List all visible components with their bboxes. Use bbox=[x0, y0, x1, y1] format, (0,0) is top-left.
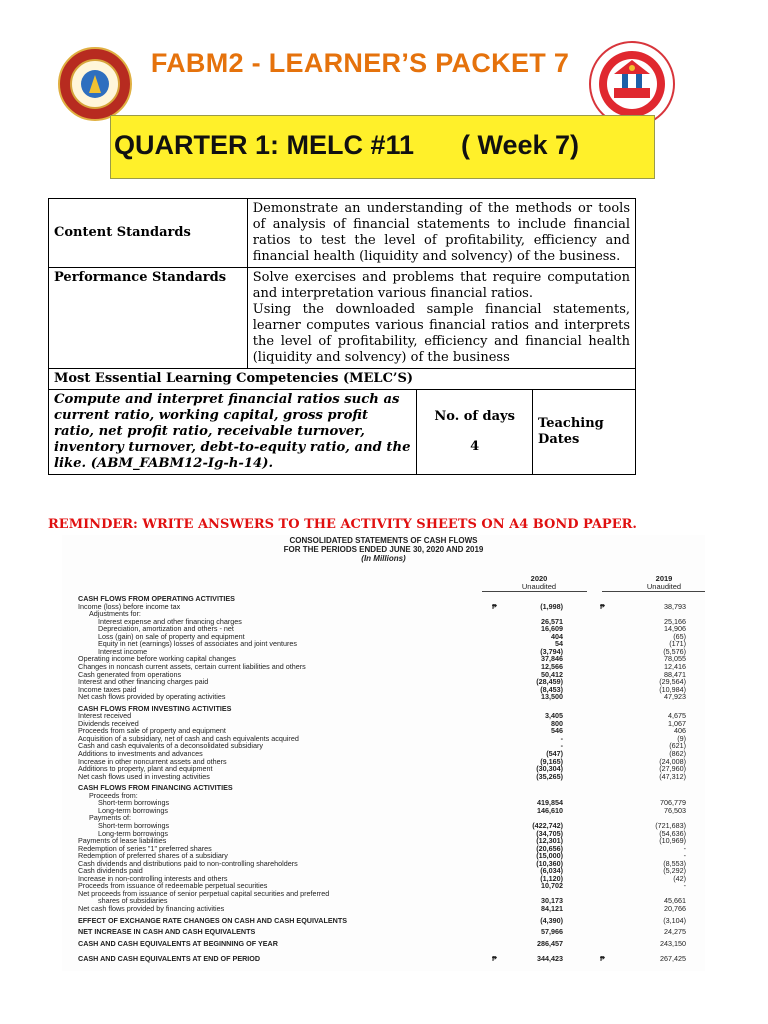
cf-value-2019: 78,055 bbox=[664, 654, 686, 664]
cf-col-2020-sub: Unaudited bbox=[521, 582, 557, 591]
cf-row bbox=[62, 916, 705, 926]
cf-row-label: Acquisition of a subsidiary, net of cash and cash equivalents acquired bbox=[78, 733, 299, 743]
cf-row-label: Cash and cash equivalents of a deconsolidated subsidiary bbox=[78, 741, 263, 751]
cf-row-label: CASH FLOWS FROM OPERATING ACTIVITIES bbox=[78, 594, 235, 603]
cf-row-label: Short-term borrowings bbox=[98, 798, 170, 808]
cf-row-label: Interest received bbox=[78, 711, 132, 721]
cf-row bbox=[62, 954, 705, 964]
melc-label-row bbox=[49, 369, 636, 390]
cf-value-2020: (9,165) bbox=[540, 756, 563, 766]
cf-row-label: EFFECT OF EXCHANGE RATE CHANGES ON CASH AND CASH EQUIVALENTS bbox=[78, 915, 348, 925]
cf-row-label: Changes in noncash current assets, certain current liabilities and others bbox=[78, 661, 306, 671]
cf-row-label: Proceeds from: bbox=[89, 790, 138, 800]
performance-standards-text-2: Using the downloaded sample financial statements, learner computes various financial ratios and interprets the level of profitability, efficiency and financial health (liquidity and solvency) of the business bbox=[252, 302, 630, 365]
cf-value-2019: (5,576) bbox=[663, 646, 686, 656]
cf-row-label: Equity in net (earnings) losses of associates and joint ventures bbox=[98, 639, 297, 649]
cf-row-label: NET INCREASE IN CASH AND CASH EQUIVALENTS bbox=[78, 927, 256, 937]
cf-value-2019: (65) bbox=[673, 631, 686, 641]
cf-value-2019: (3,104) bbox=[663, 915, 686, 925]
cf-value-2019: 76,503 bbox=[664, 805, 686, 815]
cf-value-2020: (28,459) bbox=[536, 677, 563, 687]
cf-row-label: Net cash flows used in investing activities bbox=[78, 771, 210, 781]
cf-row-label: Dividends received bbox=[78, 718, 139, 728]
cf-value-2020: 12,566 bbox=[541, 661, 563, 671]
cf-row-label: Interest expense and other financing charges bbox=[98, 616, 242, 626]
cf-value-2020: - bbox=[560, 741, 563, 751]
cf-title-3: (In Millions) bbox=[361, 554, 406, 563]
cf-row-label: Interest income bbox=[98, 646, 148, 656]
cf-value-2020: (1,998) bbox=[540, 601, 563, 611]
cf-row-label: Long-term borrowings bbox=[98, 805, 168, 815]
cf-peso-sign: ₱ bbox=[492, 601, 497, 611]
cf-row-label: Adjustments for: bbox=[89, 609, 141, 619]
cf-peso-sign: ₱ bbox=[600, 954, 605, 964]
cf-row-label: Long-term borrowings bbox=[98, 828, 168, 838]
cf-value-2019: (5,292) bbox=[663, 866, 686, 876]
cf-value-2019: (24,008) bbox=[659, 756, 686, 766]
cf-row bbox=[62, 939, 705, 949]
melc-label: Most Essential Learning Competencies (MELC’S) bbox=[49, 369, 636, 390]
cf-value-2020: - bbox=[560, 733, 563, 743]
cf-row bbox=[62, 927, 705, 937]
cf-value-2020: (8,453) bbox=[540, 684, 563, 694]
content-standards-text: Demonstrate an understanding of the methods or tools of analysis of financial statements to include financial ratios to test the level of profitability, efficiency and financial health (liquidity and solvency) of the business. bbox=[247, 199, 635, 268]
cf-value-2020: (422,742) bbox=[532, 820, 563, 830]
cf-value-2020: 344,423 bbox=[537, 954, 563, 964]
cf-row-label: Interest and other financing charges paid bbox=[78, 677, 209, 687]
cf-row-label: Redemption of preferred shares of a subsidiary bbox=[78, 851, 228, 861]
cf-value-2019: 12,416 bbox=[664, 661, 686, 671]
cf-value-2019: 47,923 bbox=[664, 692, 686, 702]
cf-row-label: Additions to investments and advances bbox=[78, 749, 203, 758]
cf-value-2019: 14,906 bbox=[664, 624, 686, 634]
cf-row-label: Cash dividends paid bbox=[78, 866, 143, 876]
cf-value-2019: (621) bbox=[669, 741, 686, 751]
cf-row-label: CASH FLOWS FROM INVESTING ACTIVITIES bbox=[78, 703, 232, 713]
cf-value-2020: 26,571 bbox=[541, 616, 563, 626]
week-label: ( Week 7) bbox=[461, 130, 580, 160]
cf-col-2020: 2020 bbox=[530, 574, 548, 583]
cf-row bbox=[62, 692, 705, 702]
cash-flow-statement bbox=[62, 535, 705, 971]
cf-row-label: Payments of lease liabilities bbox=[78, 836, 167, 846]
cf-row-label: Net cash flows provided by financing activities bbox=[78, 904, 225, 913]
cf-value-2020: (10,360) bbox=[536, 858, 563, 868]
teaching-dates-label: Teaching Dates bbox=[533, 390, 636, 475]
cf-value-2019: (171) bbox=[669, 639, 686, 649]
cf-value-2019: (27,960) bbox=[659, 764, 686, 774]
cf-col-2019: 2019 bbox=[655, 574, 673, 583]
cf-row-label: shares of subsidiaries bbox=[98, 896, 168, 906]
cf-value-2019: 38,793 bbox=[664, 601, 686, 611]
days-value: 4 bbox=[470, 439, 480, 454]
cf-value-2020: 57,966 bbox=[541, 927, 563, 937]
cf-value-2019: 243,150 bbox=[660, 938, 686, 948]
cf-value-2019: (8,553) bbox=[663, 858, 686, 868]
cf-row-label: Net cash flows provided by operating activities bbox=[78, 692, 226, 702]
cf-row-label: CASH AND CASH EQUIVALENTS AT BEGINNING OF YEAR bbox=[78, 938, 278, 948]
cf-row-label: Loss (gain) on sale of property and equipment bbox=[98, 631, 245, 641]
cf-value-2020: (34,705) bbox=[536, 828, 563, 838]
cf-value-2020: 800 bbox=[551, 718, 563, 728]
cf-row-label: Proceeds from issuance of redeemable perpetual securities bbox=[78, 881, 268, 891]
cf-value-2019: (9) bbox=[677, 733, 686, 743]
cf-value-2019: - bbox=[683, 843, 686, 853]
cf-row-label: Payments of: bbox=[89, 813, 131, 823]
cf-value-2019: (721,683) bbox=[655, 820, 686, 830]
cf-row-label: Operating income before working capital changes bbox=[78, 654, 236, 664]
performance-standards-text-1: Solve exercises and problems that require computation and interpretation various financial ratios. bbox=[252, 270, 630, 301]
content-standards-label: Content Standards bbox=[49, 199, 248, 268]
cf-value-2020: 84,121 bbox=[541, 904, 563, 913]
cf-title-2: FOR THE PERIODS ENDED JUNE 30, 2020 AND 2019 bbox=[283, 545, 484, 554]
cf-row-label: Income (loss) before income tax bbox=[78, 601, 181, 611]
cf-row-label: Proceeds from sale of property and equipment bbox=[78, 726, 226, 736]
cf-title-1: CONSOLIDATED STATEMENTS OF CASH FLOWS bbox=[289, 536, 478, 545]
cf-value-2020: (35,265) bbox=[536, 771, 563, 781]
cf-value-2020: 13,500 bbox=[541, 692, 563, 702]
cf-value-2020: 3,405 bbox=[545, 711, 563, 721]
cf-row-label: CASH FLOWS FROM FINANCING ACTIVITIES bbox=[78, 783, 233, 793]
cf-value-2020: 50,412 bbox=[541, 669, 563, 679]
performance-standards-cell bbox=[247, 268, 635, 369]
cf-value-2020: 546 bbox=[551, 726, 563, 736]
school-seal-logo bbox=[58, 47, 132, 121]
cf-row-label: Increase in other noncurrent assets and others bbox=[78, 756, 227, 766]
packet-title: FABM2 - LEARNER’S PACKET 7 bbox=[150, 48, 570, 78]
cf-value-2020: 286,457 bbox=[537, 938, 563, 948]
cf-value-2020: 54 bbox=[555, 639, 563, 649]
cf-value-2019: 24,275 bbox=[664, 927, 686, 937]
cf-value-2019: 1,067 bbox=[668, 718, 686, 728]
cf-value-2020: 419,854 bbox=[537, 798, 563, 808]
performance-standards-label: Performance Standards bbox=[49, 268, 248, 369]
cf-value-2019: 4,675 bbox=[668, 711, 686, 721]
days-label: No. of days bbox=[434, 409, 515, 424]
cf-value-2020: (15,000) bbox=[536, 851, 563, 861]
days-cell bbox=[417, 390, 533, 475]
cf-value-2020: 30,173 bbox=[541, 896, 563, 906]
cf-value-2020: 16,609 bbox=[541, 624, 563, 634]
cf-value-2020: (12,301) bbox=[536, 836, 563, 846]
cf-value-2020: (6,034) bbox=[540, 866, 563, 876]
cf-value-2020: (3,794) bbox=[540, 646, 563, 656]
cf-value-2020: 404 bbox=[551, 631, 563, 641]
quarter-banner bbox=[110, 115, 655, 179]
performance-standards-row bbox=[49, 268, 636, 369]
cf-row-label: Income taxes paid bbox=[78, 684, 137, 694]
cf-value-2019: 88,471 bbox=[664, 669, 686, 679]
cf-row-label: Depreciation, amortization and others - net bbox=[98, 624, 234, 634]
cf-value-2020: 146,610 bbox=[537, 805, 563, 815]
cf-value-2019: 267,425 bbox=[660, 954, 686, 964]
cf-value-2020: (20,656) bbox=[536, 843, 563, 853]
quarter-label: QUARTER 1: MELC #11 bbox=[114, 130, 415, 160]
standards-table bbox=[48, 198, 636, 475]
cf-value-2019: (47,312) bbox=[659, 771, 686, 781]
cf-value-2019: - bbox=[683, 851, 686, 861]
cf-value-2019: (10,984) bbox=[659, 684, 686, 694]
cf-peso-sign: ₱ bbox=[600, 601, 605, 611]
cf-value-2019: 706,779 bbox=[660, 798, 686, 808]
cf-col-2019-sub: Unaudited bbox=[646, 582, 682, 591]
cf-row-label: Cash dividends and distributions paid to non-controlling shareholders bbox=[78, 858, 298, 868]
cf-row-label: CASH AND CASH EQUIVALENTS AT END OF PERIOD bbox=[78, 954, 261, 964]
melc-row bbox=[49, 390, 636, 475]
melc-text: Compute and interpret financial ratios such as current ratio, working capital, gross profit ratio, net profit ratio, receivable turnover, inventory turnover, debt-to-equity ratio, and the like. (ABM_FABM12-Ig-h-14). bbox=[49, 390, 417, 475]
cf-row-label: Additions to property, plant and equipment bbox=[78, 764, 213, 774]
cf-row bbox=[62, 772, 705, 782]
cf-row-label: Short-term borrowings bbox=[98, 820, 170, 830]
cf-col-2019-underline bbox=[602, 591, 705, 592]
cf-value-2019: 20,766 bbox=[664, 904, 686, 913]
cf-value-2020: (4,390) bbox=[540, 915, 563, 925]
cf-row-label: Net proceeds from issuance of senior perpetual capital securities and preferred bbox=[78, 888, 330, 898]
cf-row bbox=[62, 904, 705, 914]
cf-value-2019: 25,166 bbox=[664, 616, 686, 626]
cf-value-2019: (54,636) bbox=[659, 828, 686, 838]
cf-peso-sign: ₱ bbox=[492, 954, 497, 964]
cf-value-2019: 45,661 bbox=[664, 896, 686, 906]
cf-value-2019: (42) bbox=[673, 873, 686, 883]
cf-value-2020: 10,702 bbox=[541, 881, 563, 891]
seal-inner-ring bbox=[70, 59, 120, 109]
cf-value-2019: (10,969) bbox=[659, 836, 686, 846]
cf-col-2020-underline bbox=[482, 591, 587, 592]
cf-row-label: Redemption of series "1" preferred shares bbox=[78, 843, 212, 853]
cf-value-2020: (547) bbox=[546, 749, 563, 758]
cf-value-2020: 37,846 bbox=[541, 654, 563, 664]
cf-value-2019: (862) bbox=[669, 749, 686, 758]
reminder-text: REMINDER: WRITE ANSWERS TO THE ACTIVITY SHEETS ON A4 BOND PAPER. bbox=[48, 517, 637, 532]
cf-value-2019: (29,564) bbox=[659, 677, 686, 687]
cf-value-2020: (30,304) bbox=[536, 764, 563, 774]
content-standards-row bbox=[49, 199, 636, 268]
cf-row-label: Cash generated from operations bbox=[78, 669, 182, 679]
cf-row-label: Increase in non-controlling interests and others bbox=[78, 873, 228, 883]
cf-value-2020: (1,120) bbox=[540, 873, 563, 883]
cf-value-2019: 406 bbox=[674, 726, 686, 736]
cf-value-2019: - bbox=[683, 881, 686, 891]
